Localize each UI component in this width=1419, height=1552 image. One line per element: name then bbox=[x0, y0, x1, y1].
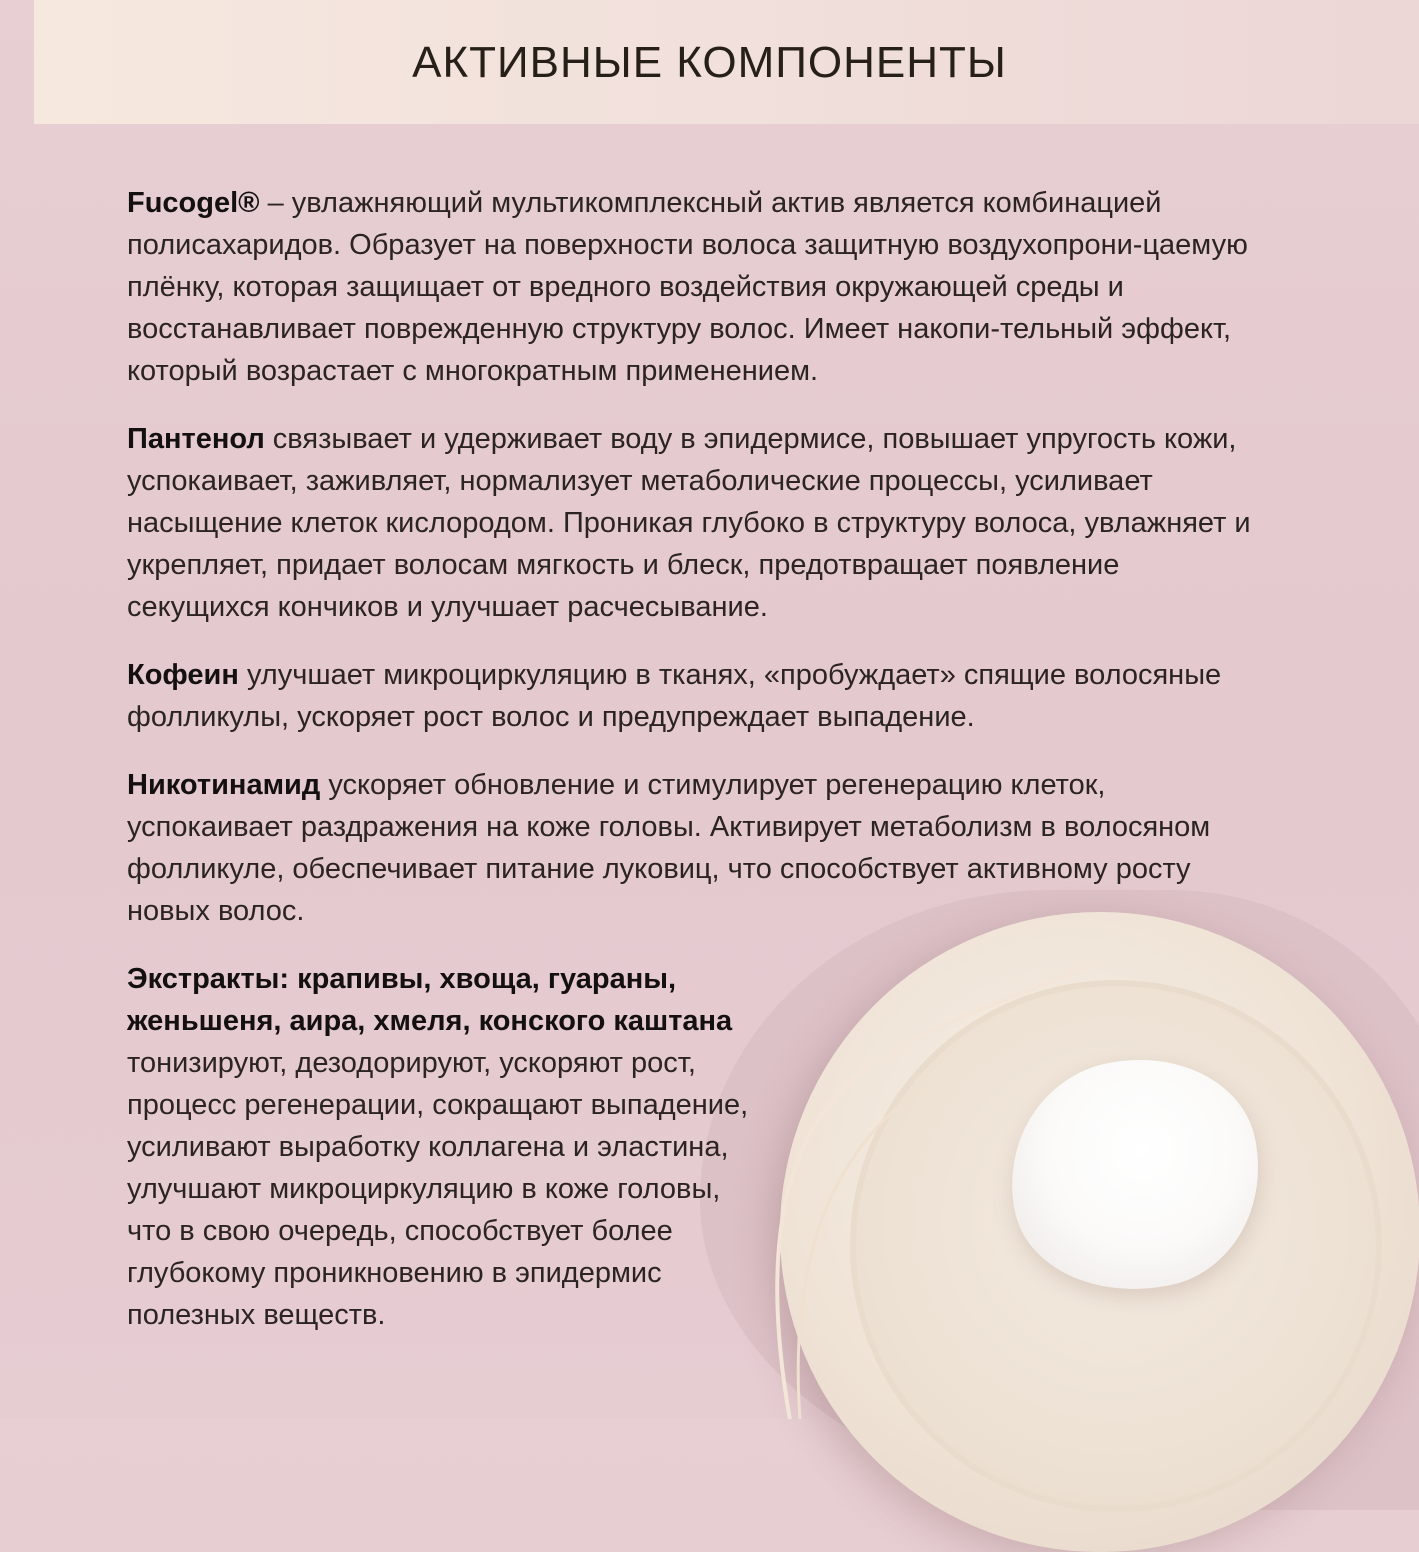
term-extracts: Экстракты: крапивы, хвоща, гуараны, женьшеня, аира, хмеля, конского каштана bbox=[127, 963, 733, 1037]
desc-nicotinamide: ускоряет обновление и стимулирует регенерацию клеток, успокаивает раздражения на коже головы. Активирует метаболизм в волосяном фолликуле, обеспечивает питание луковиц, что способствует активному росту новых волос. bbox=[127, 769, 1211, 927]
desc-extracts: тонизируют, дезодорируют, ускоряют рост, процесс регенерации, сокращают выпадение, усиливают выработку коллагена и эластина, улучшают микроциркуляцию в коже головы, что в свою очередь, способствует более глубокому проникновению в эпидермис полезных веществ. bbox=[127, 1047, 749, 1331]
desc-panthenol: связывает и удерживает воду в эпидермисе, повышает упругость кожи, успокаивает, заживляет, нормализует метаболические процессы, усиливает насыщение клеток кислородом. Проникая глубоко в структуру волоса, увлажняет и укрепляет, придает волосам мягкость и блеск, предотвращает появление секущихся кончиков и улучшает расчесывание. bbox=[127, 423, 1251, 623]
desc-caffeine: улучшает микроциркуляцию в тканях, «пробуждает» спящие волосяные фолликулы, ускоряет рост волос и предупреждает выпадение. bbox=[127, 659, 1222, 733]
paragraph-panthenol bbox=[127, 418, 1267, 628]
term-fucogel: Fucogel® bbox=[127, 187, 260, 219]
paragraph-fucogel bbox=[127, 182, 1267, 392]
components-text bbox=[127, 182, 1267, 1362]
term-panthenol: Пантенол bbox=[127, 423, 265, 455]
paragraph-caffeine bbox=[127, 654, 1267, 738]
desc-fucogel: – увлажняющий мультикомплексный актив является комбинацией полисахаридов. Образует на поверхности волоса защитную воздухопрони-цаемую плёнку, которая защищает от вредного воздействия окружающей среды и восстанавливает поврежденную структуру волос. Имеет накопи-тельный эффект, который возрастает с многократным применением. bbox=[127, 187, 1248, 387]
paragraph-nicotinamide bbox=[127, 764, 1267, 932]
paragraph-extracts bbox=[127, 958, 767, 1336]
page-title: АКТИВНЫЕ КОМПОНЕНТЫ bbox=[412, 38, 1007, 87]
term-nicotinamide: Никотинамид bbox=[127, 769, 321, 801]
term-caffeine: Кофеин bbox=[127, 659, 239, 691]
